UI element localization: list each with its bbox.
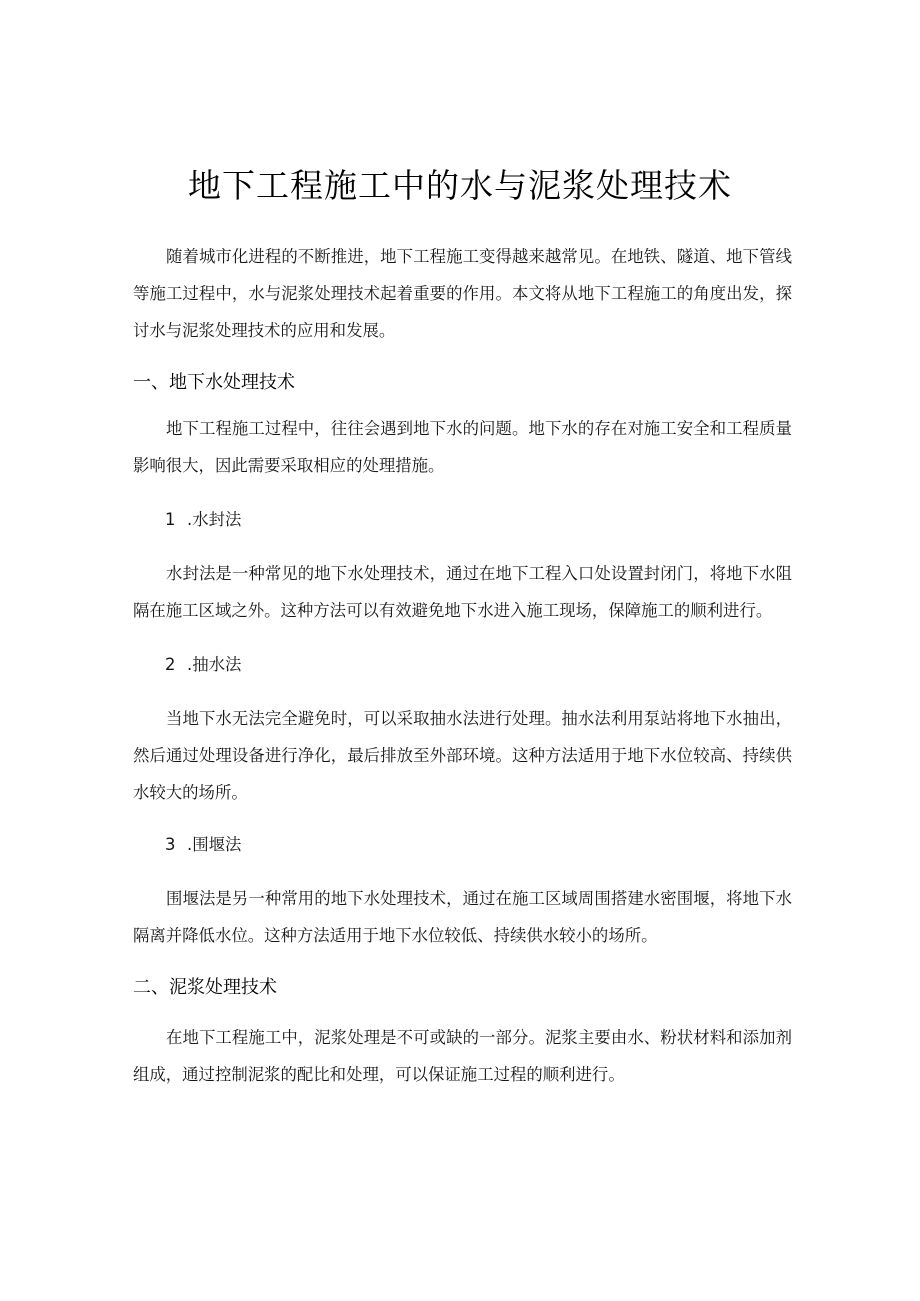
section-2-paragraph: 在地下工程施工中，泥浆处理是不可或缺的一部分。泥浆主要由水、粉状材料和添加剂组成，通过控制泥浆的配比和处理，可以保证施工过程的顺利进行。 (133, 1028, 792, 1084)
section-2-heading: 二、泥浆处理技术 (133, 977, 277, 998)
subheading-1-label: .水封法 (187, 510, 242, 529)
section-1-heading: 一、地下水处理技术 (133, 372, 295, 393)
item-1-paragraph: 水封法是一种常见的地下水处理技术，通过在地下工程入口处设置封闭门，将地下水阻隔在施工区域之外。这种方法可以有效避免地下水进入施工现场，保障施工的顺利进行。 (133, 564, 792, 620)
subheading-3 (165, 830, 241, 860)
subheading-2-label: .抽水法 (187, 655, 242, 674)
subheading-3-label: .围堰法 (187, 835, 242, 854)
intro-paragraph: 随着城市化进程的不断推进，地下工程施工变得越来越常见。在地铁、隧道、地下管线等施工过程中，水与泥浆处理技术起着重要的作用。本文将从地下工程施工的角度出发，探讨水与泥浆处理技术的应用和发展。 (133, 247, 792, 340)
document-title: 地下工程施工中的水与泥浆处理技术 (188, 166, 732, 205)
subheading-2 (165, 650, 241, 680)
section-1-paragraph: 地下工程施工过程中，往往会遇到地下水的问题。地下水的存在对施工安全和工程质量影响很大，因此需要采取相应的处理措施。 (133, 419, 792, 475)
subheading-1-number: 1 (165, 510, 176, 529)
subheading-2-number: 2 (165, 655, 176, 674)
subheading-3-number: 3 (165, 835, 176, 854)
item-3-paragraph: 围堰法是另一种常用的地下水处理技术，通过在施工区域周围搭建水密围堰，将地下水隔离并降低水位。这种方法适用于地下水位较低、持续供水较小的场所。 (133, 889, 792, 945)
subheading-1 (165, 505, 241, 535)
item-2-paragraph: 当地下水无法完全避免时，可以采取抽水法进行处理。抽水法利用泵站将地下水抽出，然后通过处理设备进行净化，最后排放至外部环境。这种方法适用于地下水位较高、持续供水较大的场所。 (133, 709, 792, 802)
